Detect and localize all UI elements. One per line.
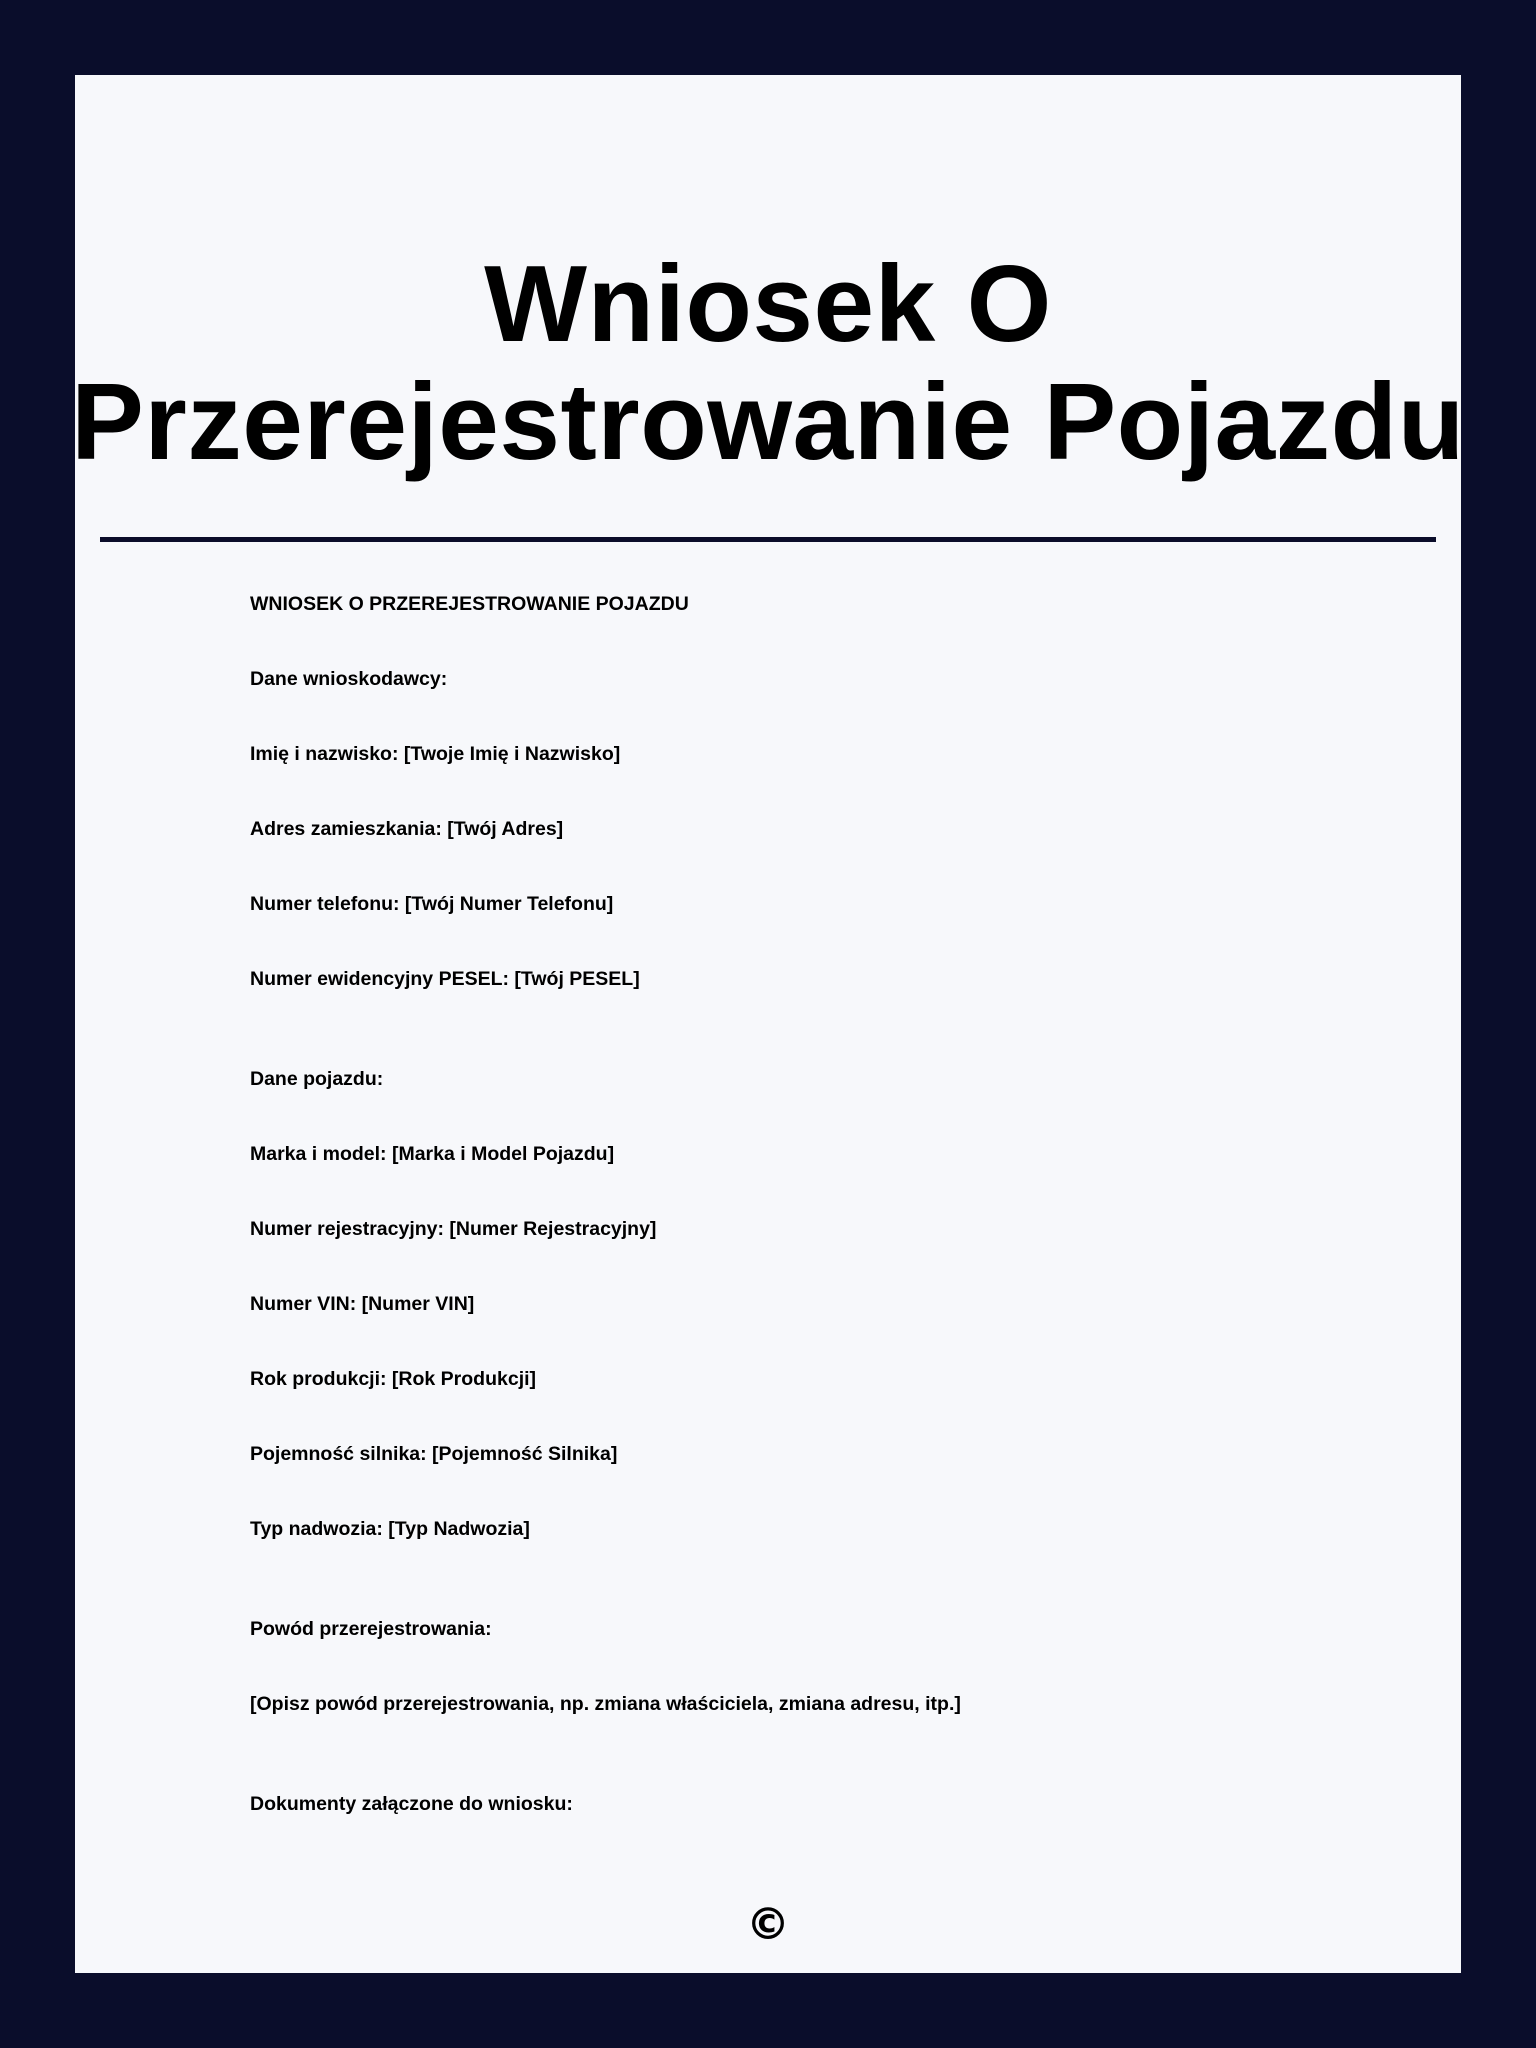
applicant-name-line: Imię i nazwisko: [Twoje Imię i Nazwisko] bbox=[250, 743, 621, 765]
section-vehicle-heading: Dane pojazdu: bbox=[250, 1068, 384, 1090]
vehicle-make-model-line: Marka i model: [Marka i Model Pojazdu] bbox=[250, 1143, 615, 1165]
applicant-address-line: Adres zamieszkania: [Twój Adres] bbox=[250, 818, 564, 840]
applicant-phone-line: Numer telefonu: [Twój Numer Telefonu] bbox=[250, 893, 614, 915]
reason-description-line: [Opisz powód przerejestrowania, np. zmiana właściciela, zmiana adresu, itp.] bbox=[250, 1693, 961, 1715]
document-page bbox=[71, 75, 1465, 1973]
document-title: Wniosek O Przerejestrowanie Pojazdu bbox=[71, 243, 1465, 483]
vehicle-registration-line: Numer rejestracyjny: [Numer Rejestracyjny] bbox=[250, 1218, 657, 1240]
copyright-symbol: © bbox=[746, 1899, 790, 1950]
section-reason-heading: Powód przerejestrowania: bbox=[250, 1618, 492, 1640]
section-attachments-heading: Dokumenty załączone do wniosku: bbox=[250, 1793, 573, 1815]
vehicle-engine-line: Pojemność silnika: [Pojemność Silnika] bbox=[250, 1443, 618, 1465]
vehicle-year-line: Rok produkcji: [Rok Produkcji] bbox=[250, 1368, 537, 1390]
title-divider bbox=[100, 537, 1436, 542]
section-applicant-heading: Dane wnioskodawcy: bbox=[250, 668, 448, 690]
vehicle-vin-line: Numer VIN: [Numer VIN] bbox=[250, 1293, 475, 1315]
applicant-pesel-line: Numer ewidencyjny PESEL: [Twój PESEL] bbox=[250, 968, 640, 990]
form-heading: WNIOSEK O PRZEREJESTROWANIE POJAZDU bbox=[250, 593, 689, 615]
vehicle-body-type-line: Typ nadwozia: [Typ Nadwozia] bbox=[250, 1518, 530, 1540]
